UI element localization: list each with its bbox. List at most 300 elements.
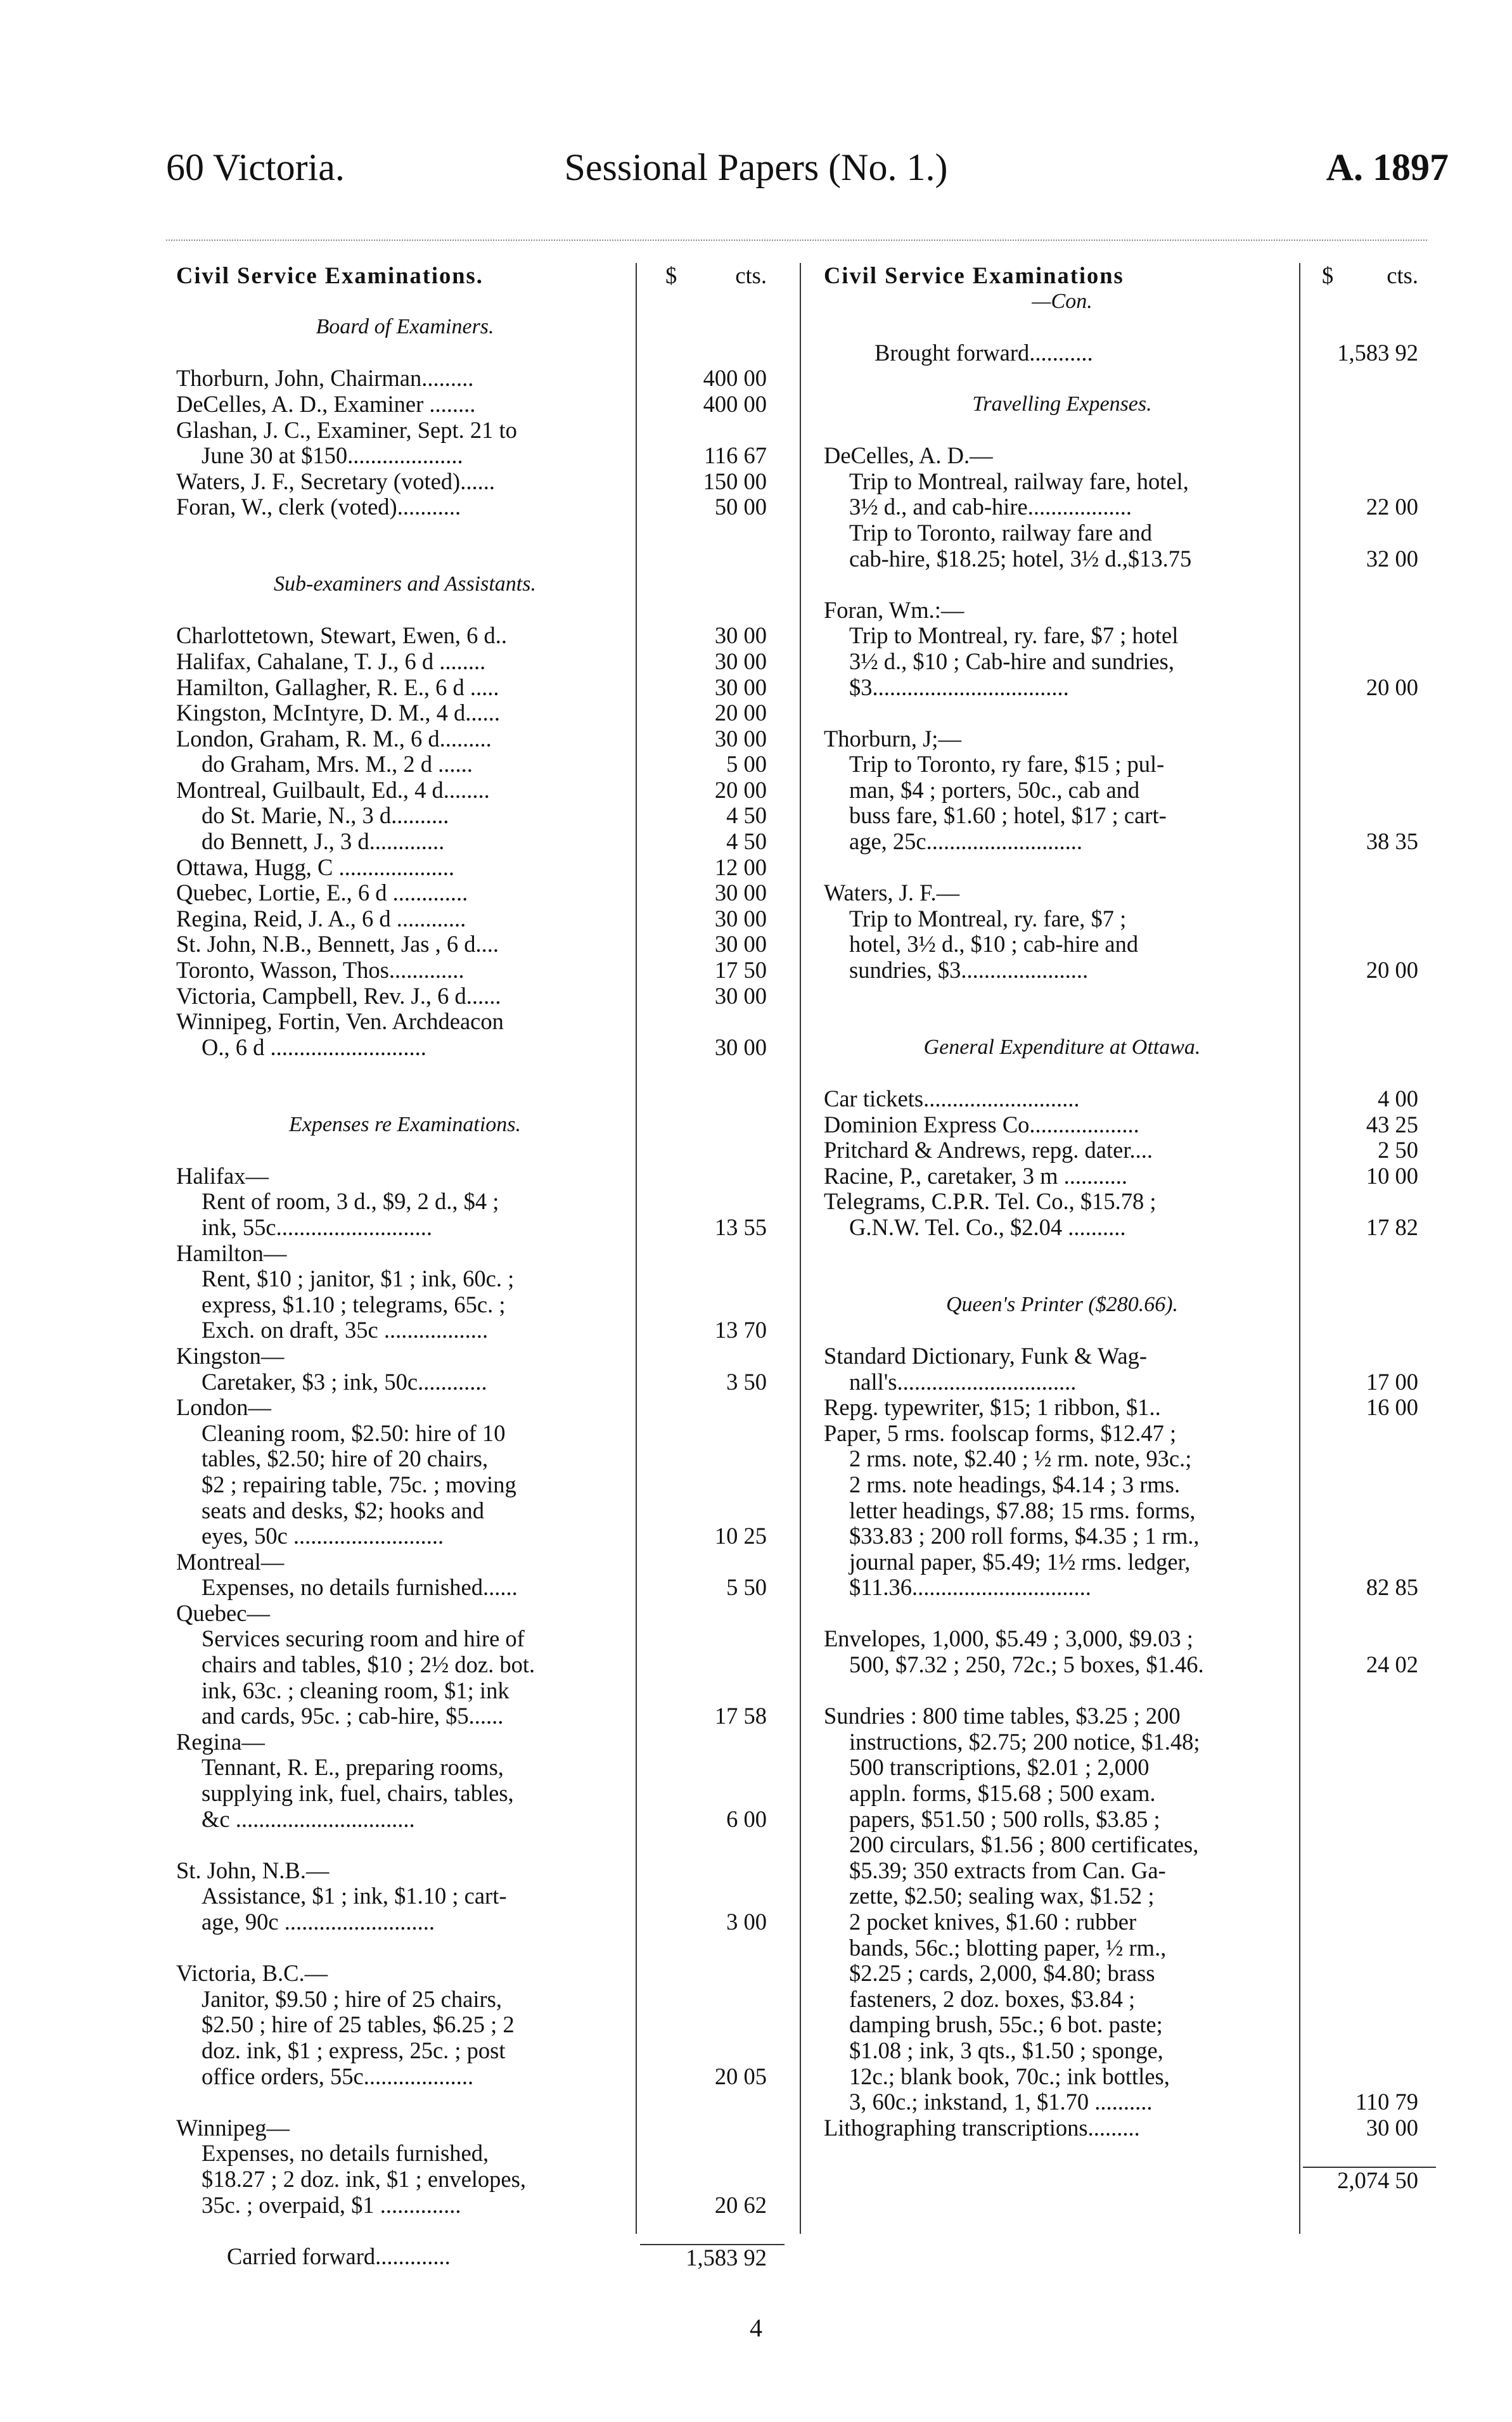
ledger-line: Pritchard & Andrews, repg. dater....: [824, 1137, 1153, 1163]
ledger-line-amount: 12 00: [714, 854, 767, 880]
ledger-line-amount: 30 00: [714, 1034, 767, 1060]
divider-center: [800, 263, 801, 2234]
ledger-line-amount: [1303, 623, 1436, 649]
ledger-line: Victoria, Campbell, Rev. J., 6 d......: [176, 983, 501, 1009]
ledger-line-amount: [1303, 1755, 1436, 1781]
ledger-line-amount: 50 00: [714, 494, 767, 520]
ledger-line-amount: 30 00: [714, 725, 767, 752]
ledger-line: Foran, W., clerk (voted)...........: [176, 494, 461, 520]
ledger-line: $5.39; 350 extracts from Can. Ga-: [849, 1857, 1166, 1883]
ledger-line: $11.36...............................: [849, 1575, 1091, 1601]
ledger-line: instructions, $2.75; 200 notice, $1.48;: [849, 1729, 1200, 1755]
ledger-line: zette, $2.50; sealing wax, $1.52 ;: [849, 1883, 1155, 1909]
ledger-line-amount: [1303, 1858, 1436, 1884]
spacer: [1303, 418, 1436, 444]
carried-forward: Carried forward.............: [227, 2243, 451, 2269]
ledger-line: Thorburn, J;—: [824, 726, 961, 752]
ledger-line-amount: [1303, 1601, 1436, 1627]
ledger-line-amount: 13 55: [714, 1214, 767, 1240]
right-amount-column: [1303, 263, 1436, 2194]
ledger-line-amount: [1303, 1189, 1436, 1215]
ledger-line-amount: [640, 1009, 785, 1035]
ledger-line-amount: [640, 2167, 785, 2193]
ledger-line-amount: [1303, 932, 1436, 958]
ledger-line-amount: [1303, 1703, 1436, 1729]
ledger-line-amount: [1303, 1498, 1436, 1524]
subheading-amount: [640, 1112, 785, 1138]
ledger-line: Rent of room, 3 d., $9, 2 d., $4 ;: [202, 1189, 499, 1215]
ledger-line-amount: [640, 1755, 785, 1781]
spacer: [824, 2141, 1300, 2167]
ledger-line-amount: [1303, 469, 1436, 495]
section-title: Civil Service Examinations.: [176, 263, 484, 288]
ledger-line-amount: [1303, 1421, 1436, 1447]
ledger-line-amount: [1303, 1935, 1436, 1961]
spacer: [1303, 2141, 1436, 2167]
section-title: Civil Service Examinations: [824, 263, 1124, 288]
ledger-line-amount: 30 00: [714, 905, 767, 932]
ledger-line: Rent, $10 ; janitor, $1 ; ink, 60c. ;: [202, 1266, 515, 1292]
ledger-line: Caretaker, $3 ; ink, 50c............: [202, 1369, 487, 1395]
spacer: [176, 340, 634, 366]
ledger-line: Tennant, R. E., preparing rooms,: [202, 1755, 504, 1781]
ledger-line: 3½ d., and cab-hire..................: [849, 494, 1132, 520]
ledger-line-amount: [640, 1189, 785, 1215]
ledger-line-amount: 24 02: [1366, 1651, 1418, 1678]
subheading-amount: [640, 572, 785, 598]
ledger-line-amount: [1303, 649, 1436, 675]
ledger-line: hotel, 3½ d., $10 ; cab-hire and: [849, 932, 1139, 958]
currency-header: [640, 263, 785, 289]
ledger-line-amount: 6 00: [726, 1805, 767, 1832]
ledger-line: letter headings, $7.88; 15 rms. forms,: [849, 1497, 1196, 1523]
ledger-line-amount: 5 50: [726, 1574, 767, 1601]
ledger-line-amount: 110 79: [1355, 2089, 1418, 2115]
ledger-line: sundries, $3......................: [849, 958, 1089, 984]
divider-left-amount: [636, 263, 637, 2234]
ledger-line-amount: [640, 1549, 785, 1575]
spacer: [176, 1137, 634, 1163]
ledger-line: journal paper, $5.49; 1½ rms. ledger,: [849, 1549, 1191, 1575]
ledger-line: Expenses, no details furnished......: [202, 1575, 518, 1601]
ledger-line: 200 circulars, $1.56 ; 800 certificates,: [849, 1832, 1199, 1858]
ledger-line: DeCelles, A. D., Examiner ........: [176, 391, 476, 417]
spacer: [640, 1137, 785, 1163]
ledger-line: Trip to Montreal, ry. fare, $7 ; hotel: [849, 623, 1179, 649]
ledger-line: G.N.W. Tel. Co., $2.04 ..........: [849, 1214, 1126, 1240]
cents-label: cts.: [735, 262, 767, 288]
spacer: [640, 1086, 785, 1112]
ledger-line: Envelopes, 1,000, $5.49 ; 3,000, $9.03 ;: [824, 1626, 1193, 1652]
spacer: [640, 546, 785, 572]
ledger-line: Racine, P., caretaker, 3 m ...........: [824, 1163, 1127, 1189]
ledger-line: Charlottetown, Stewart, Ewen, 6 d..: [176, 623, 508, 649]
ledger-line: [824, 855, 1300, 881]
ledger-line: Trip to Toronto, ry fare, $15 ; pul-: [849, 752, 1165, 778]
spacer: [824, 1060, 1300, 1086]
ledger-line-amount: [640, 2012, 785, 2038]
spacer: [176, 1086, 634, 1112]
ledger-line-amount: 4 00: [1378, 1086, 1418, 1112]
grand-total: [824, 2167, 1300, 2193]
spacer: [824, 314, 1300, 340]
ledger-line-amount: 82 85: [1366, 1574, 1418, 1601]
ledger-line: supplying ink, fuel, chairs, tables,: [202, 1781, 514, 1807]
subheading-amount: [640, 314, 785, 340]
ledger-line: Expenses, no details furnished,: [202, 2141, 489, 2167]
spacer: [640, 289, 785, 315]
ledger-line: $1.08 ; ink, 3 qts., $1.50 ; sponge,: [849, 2037, 1163, 2063]
ledger-line: Trip to Montreal, railway fare, hotel,: [849, 468, 1189, 494]
ledger-line: bands, 56c.; blotting paper, ½ rm.,: [849, 1935, 1167, 1961]
ledger-line: 500, $7.32 ; 250, 72c.; 5 boxes, $1.46.: [849, 1652, 1204, 1678]
ledger-line-amount: 30 00: [714, 648, 767, 674]
top-rule: [166, 240, 1427, 241]
ledger-line: Trip to Montreal, ry. fare, $7 ;: [849, 906, 1127, 932]
ledger-line-amount: 116 67: [703, 442, 767, 469]
spacer: [1303, 1266, 1436, 1292]
spacer: [824, 418, 1300, 444]
ledger-line-amount: [1303, 1626, 1436, 1652]
ledger-line: damping brush, 55c.; 6 bot. paste;: [849, 2012, 1163, 2038]
spacer: [640, 520, 785, 546]
ledger-line-amount: [1303, 1523, 1436, 1549]
ledger-line-amount: 30 00: [714, 880, 767, 906]
ledger-line-amount: [1303, 700, 1436, 726]
ledger-line-amount: [640, 1395, 785, 1421]
header-session: 60 Victoria.: [166, 146, 345, 188]
ledger-line-amount: 17 50: [714, 957, 767, 984]
currency-header: [1303, 263, 1436, 289]
ledger-line: 2 pocket knives, $1.60 : rubber: [849, 1909, 1137, 1935]
ledger-line-amount: [640, 1421, 785, 1447]
subheading-amount: [1303, 1035, 1436, 1061]
ledger-line-amount: [1303, 1472, 1436, 1498]
ledger-line-amount: 150 00: [703, 468, 767, 494]
ledger-line: Montreal, Guilbault, Ed., 4 d........: [176, 777, 490, 803]
ledger-line-amount: [640, 1961, 785, 1987]
ledger-line: chairs and tables, $10 ; 2½ doz. bot.: [202, 1652, 535, 1678]
ledger-line: age, 25c...........................: [849, 829, 1082, 855]
subheading: Travelling Expenses.: [972, 392, 1152, 416]
ledger-line-amount: [1303, 1549, 1436, 1575]
ledger-line-amount: [1303, 1446, 1436, 1472]
ledger-line: cab-hire, $18.25; hotel, 3½ d.,$13.75: [849, 546, 1192, 572]
header-title: Sessional Papers (No. 1.): [564, 146, 948, 188]
spacer: [176, 598, 634, 624]
ledger-line-amount: [640, 1266, 785, 1292]
spacer: [824, 1317, 1300, 1343]
cents-label: cts.: [1387, 262, 1418, 288]
ledger-line: age, 90c ..........................: [202, 1909, 435, 1935]
ledger-line: [824, 1601, 1300, 1627]
ledger-line: do Graham, Mrs. M., 2 d ......: [202, 752, 473, 778]
ledger-line-amount: [1303, 803, 1436, 829]
subheading: Sub-examiners and Assistants.: [274, 572, 536, 596]
ledger-line-amount: [1303, 778, 1436, 804]
grand-total-amount: 2,074 50: [1303, 2167, 1436, 2194]
ledger-line-amount: [640, 1729, 785, 1755]
ledger-line-amount: 30 00: [1366, 2114, 1418, 2141]
ledger-line-amount: [1303, 598, 1436, 624]
ledger-line-amount: 5 00: [726, 751, 767, 778]
spacer: [176, 289, 634, 315]
ledger-line: Cleaning room, $2.50: hire of 10: [202, 1420, 506, 1446]
ledger-line-amount: 22 00: [1366, 494, 1418, 520]
ledger-line: Trip to Toronto, railway fare and: [849, 520, 1152, 546]
ledger-line: eyes, 50c ..........................: [202, 1523, 444, 1549]
ledger-line-amount: 20 00: [714, 776, 767, 803]
ledger-line: &c ...............................: [202, 1806, 415, 1832]
ledger-line: do St. Marie, N., 3 d..........: [202, 803, 449, 829]
ledger-line: Paper, 5 rms. foolscap forms, $12.47 ;: [824, 1420, 1177, 1446]
ledger-line-amount: [1303, 726, 1436, 752]
ledger-line-amount: 30 00: [714, 674, 767, 700]
ledger-line: Dominion Express Co...................: [824, 1112, 1139, 1137]
ledger-line: London, Graham, R. M., 6 d.........: [176, 726, 492, 752]
ledger-line: $2.25 ; cards, 2,000, $4.80; brass: [849, 1961, 1155, 1987]
spacer: [824, 366, 1300, 392]
ledger-line-amount: 13 70: [714, 1317, 767, 1343]
ledger-line-amount: [640, 1883, 785, 1909]
spacer: [176, 520, 634, 546]
ledger-line-amount: 17 00: [1366, 1368, 1418, 1395]
ledger-line-amount: [1303, 1961, 1436, 1987]
page-number: 4: [750, 2314, 762, 2342]
ledger-line: DeCelles, A. D.—: [824, 443, 993, 469]
ledger-line: $2 ; repairing table, 75c. ; moving: [202, 1471, 516, 1497]
ledger-line-amount: [640, 2115, 785, 2141]
ledger-line-amount: 30 00: [714, 622, 767, 649]
ledger-line: Lithographing transcriptions.........: [824, 2115, 1140, 2141]
ledger-line: $33.83 ; 200 roll forms, $4.35 ; 1 rm.,: [849, 1523, 1200, 1549]
ledger-line-amount: [640, 1498, 785, 1524]
spacer: [824, 1009, 1300, 1035]
ledger-line: Montreal—: [176, 1549, 285, 1575]
ledger-line: and cards, 95c. ; cab-hire, $5......: [202, 1703, 504, 1729]
ledger-line-amount: 17 82: [1366, 1214, 1418, 1240]
ledger-line-amount: [640, 1858, 785, 1884]
ledger-line-amount: 38 35: [1366, 828, 1418, 855]
ledger-line-amount: [640, 1987, 785, 2013]
ledger-line-amount: [1303, 752, 1436, 778]
ledger-line-amount: 20 62: [714, 2191, 767, 2218]
ledger-line-amount: [1303, 2064, 1436, 2090]
subheading-amount: [1303, 1292, 1436, 1318]
ledger-line-amount: [1303, 2012, 1436, 2038]
ledger-line: Hamilton, Gallagher, R. E., 6 d .....: [176, 674, 499, 700]
ledger-line: Regina, Reid, J. A., 6 d ............: [176, 906, 466, 932]
ledger-line: [824, 700, 1300, 726]
ledger-line-amount: 20 00: [1366, 674, 1418, 700]
ledger-line: [824, 1678, 1300, 1704]
ledger-line: appln. forms, $15.68 ; 500 exam.: [849, 1781, 1156, 1807]
subheading-amount: [1303, 392, 1436, 418]
ledger-line-amount: [640, 1163, 785, 1189]
ledger-line: Kingston—: [176, 1343, 285, 1369]
ledger-line: 2 rms. note, $2.40 ; ½ rm. note, 93c.;: [849, 1446, 1192, 1472]
ledger-line-amount: 43 25: [1366, 1111, 1418, 1137]
spacer: [824, 984, 1300, 1009]
ledger-line: Winnipeg, Fortin, Ven. Archdeacon: [176, 1009, 504, 1035]
ledger-line-amount: [1303, 1729, 1436, 1755]
ledger-line-amount: [640, 418, 785, 444]
ledger-line: Regina—: [176, 1729, 265, 1755]
spacer: [1303, 1060, 1436, 1086]
ledger-line: Services securing room and hire of: [202, 1626, 525, 1652]
ledger-line-amount: [1303, 906, 1436, 932]
ledger-line-amount: [640, 1832, 785, 1858]
ledger-line-amount: [1303, 1807, 1436, 1833]
ledger-line: Ottawa, Hugg, C ....................: [176, 854, 454, 880]
ledger-line: nall's...............................: [849, 1369, 1077, 1395]
ledger-line: Halifax, Cahalane, T. J., 6 d ........: [176, 648, 486, 674]
ledger-line: fasteners, 2 doz. boxes, $3.84 ;: [849, 1986, 1136, 2012]
ledger-line-amount: [1303, 1343, 1436, 1369]
ledger-line: Winnipeg—: [176, 2115, 290, 2141]
ledger-line: express, $1.10 ; telegrams, 65c. ;: [202, 1291, 506, 1317]
ledger-line-amount: [640, 1472, 785, 1498]
ledger-line-amount: [1303, 1987, 1436, 2013]
ledger-line: Car tickets...........................: [824, 1086, 1080, 1112]
ledger-line: buss fare, $1.60 ; hotel, $17 ; cart-: [849, 803, 1167, 829]
ledger-line-amount: 30 00: [714, 931, 767, 958]
ledger-line: seats and desks, $2; hooks and: [202, 1497, 485, 1523]
ledger-line-amount: [640, 1343, 785, 1369]
ledger-line: office orders, 55c...................: [202, 2063, 474, 2089]
ledger-line: O., 6 d ...........................: [202, 1034, 426, 1060]
ledger-line-amount: [640, 2038, 785, 2064]
ledger-line-amount: 16 00: [1366, 1394, 1418, 1421]
ledger-line-amount: [1303, 1781, 1436, 1807]
currency-label: $: [1322, 262, 1334, 288]
ledger-line: Waters, J. F., Secretary (voted)......: [176, 468, 495, 494]
ledger-line: St. John, N.B., Bennett, Jas , 6 d....: [176, 932, 499, 958]
ledger-line-amount: [640, 1601, 785, 1627]
ledger-line: Waters, J. F.—: [824, 880, 960, 906]
subheading: General Expenditure at Ottawa.: [923, 1035, 1201, 1059]
ledger-line: ink, 55c...........................: [202, 1214, 432, 1240]
spacer: [824, 1241, 1300, 1267]
ledger-line: [176, 1832, 634, 1858]
ledger-line: London—: [176, 1395, 272, 1421]
ledger-line: Standard Dictionary, Funk & Wag-: [824, 1343, 1148, 1369]
ledger-line-amount: [640, 1241, 785, 1267]
ledger-line-amount: [640, 1935, 785, 1961]
ledger-line: doz. ink, $1 ; express, 25c. ; post: [202, 2037, 506, 2063]
subheading: Board of Examiners.: [316, 315, 494, 339]
spacer: [640, 2218, 785, 2244]
spacer: [1303, 984, 1436, 1009]
ledger-line: [824, 572, 1300, 598]
ledger-line-amount: [1303, 855, 1436, 881]
ledger-line: Victoria, B.C.—: [176, 1961, 328, 1987]
ledger-line-amount: 32 00: [1366, 545, 1418, 572]
subheading: Queen's Printer ($280.66).: [945, 1292, 1179, 1316]
ledger-line-amount: 20 05: [714, 2063, 767, 2089]
ledger-line-amount: [1303, 1883, 1436, 1909]
brought-forward: Brought forward...........: [875, 340, 1093, 366]
spacer: [176, 546, 634, 572]
spacer: [824, 1266, 1300, 1292]
header-year: A. 1897: [1326, 146, 1449, 188]
spacer: [176, 1060, 634, 1086]
ledger-line: Repg. typewriter, $15; 1 ribbon, $1..: [824, 1395, 1161, 1421]
ledger-line: Quebec, Lortie, E., 6 d .............: [176, 880, 468, 906]
subheading: Expenses re Examinations.: [288, 1112, 522, 1136]
ledger-line-amount: 2 50: [1378, 1137, 1418, 1163]
ledger-line-amount: 3 50: [726, 1368, 767, 1395]
ledger-line: Toronto, Wasson, Thos.............: [176, 958, 464, 984]
ledger-line: 3½ d., $10 ; Cab-hire and sundries,: [849, 648, 1174, 674]
ledger-line-amount: 3 00: [726, 1909, 767, 1935]
ledger-line: Exch. on draft, 35c ..................: [202, 1317, 489, 1343]
left-amount-column: [640, 263, 785, 2271]
ledger-line: tables, $2.50; hire of 20 chairs,: [202, 1446, 489, 1472]
ledger-line-amount: 4 50: [726, 828, 767, 855]
ledger-line: 2 rms. note headings, $4.14 ; 3 rms.: [849, 1471, 1181, 1497]
ledger-line: ink, 63c. ; cleaning room, $1; ink: [202, 1677, 509, 1703]
ledger-line: Kingston, McIntyre, D. M., 4 d......: [176, 700, 500, 726]
ledger-line-amount: [640, 1292, 785, 1318]
ledger-line-amount: 20 00: [714, 700, 767, 726]
ledger-line: do Bennett, J., 3 d.............: [202, 829, 445, 855]
ledger-line: Telegrams, C.P.R. Tel. Co., $15.78 ;: [824, 1189, 1156, 1215]
spacer: [1303, 366, 1436, 392]
currency-label: $: [665, 262, 677, 288]
spacer: [176, 2218, 634, 2244]
ledger-line: $3..................................: [849, 674, 1069, 700]
ledger-line-amount: [1303, 520, 1436, 546]
ledger-line-amount: [1303, 880, 1436, 906]
ledger-line: 3, 60c.; inkstand, 1, $1.70 ..........: [849, 2089, 1153, 2115]
ledger-line-amount: 10 00: [1366, 1162, 1418, 1189]
ledger-line: June 30 at $150....................: [202, 443, 463, 469]
ledger-line: Glashan, J. C., Examiner, Sept. 21 to: [176, 417, 517, 443]
ledger-line-amount: [1303, 1678, 1436, 1704]
ledger-line-amount: [640, 2089, 785, 2115]
spacer: [640, 340, 785, 366]
ledger-line: Hamilton—: [176, 1240, 287, 1266]
ledger-line-amount: [1303, 1909, 1436, 1935]
ledger-line: [176, 1935, 634, 1961]
ledger-line-amount: [1303, 572, 1436, 598]
spacer: [1303, 1317, 1436, 1343]
ledger-line-amount: [640, 1446, 785, 1472]
left-column: [176, 263, 634, 2269]
ledger-line: Janitor, $9.50 ; hire of 25 chairs,: [202, 1986, 502, 2012]
spacer: [640, 598, 785, 624]
ledger-line: 12c.; blank book, 70c.; ink bottles,: [849, 2063, 1170, 2089]
ledger-line-amount: 30 00: [714, 982, 767, 1009]
ledger-line-amount: 10 25: [714, 1523, 767, 1549]
continued-label-amount: [1303, 289, 1436, 315]
ledger-line: Sundries : 800 time tables, $3.25 ; 200: [824, 1703, 1181, 1729]
ledger-line: papers, $51.50 ; 500 rolls, $3.85 ;: [849, 1806, 1160, 1832]
ledger-line: man, $4 ; porters, 50c., cab and: [849, 777, 1140, 803]
brought-forward-amount: 1,583 92: [1337, 339, 1418, 366]
ledger-line: Quebec—: [176, 1600, 270, 1626]
ledger-line: 35c. ; overpaid, $1 ..............: [202, 2192, 461, 2218]
ledger-line: Assistance, $1 ; ink, $1.10 ; cart-: [202, 1883, 507, 1909]
ledger-line-amount: 20 00: [1366, 957, 1418, 984]
ledger-line: Thorburn, John, Chairman.........: [176, 366, 474, 392]
ledger-line: St. John, N.B.—: [176, 1857, 330, 1883]
spacer: [1303, 314, 1436, 340]
spacer: [1303, 1241, 1436, 1267]
ledger-line: $18.27 ; 2 doz. ink, $1 ; envelopes,: [202, 2166, 526, 2192]
ledger-line: Foran, Wm.:—: [824, 597, 964, 623]
